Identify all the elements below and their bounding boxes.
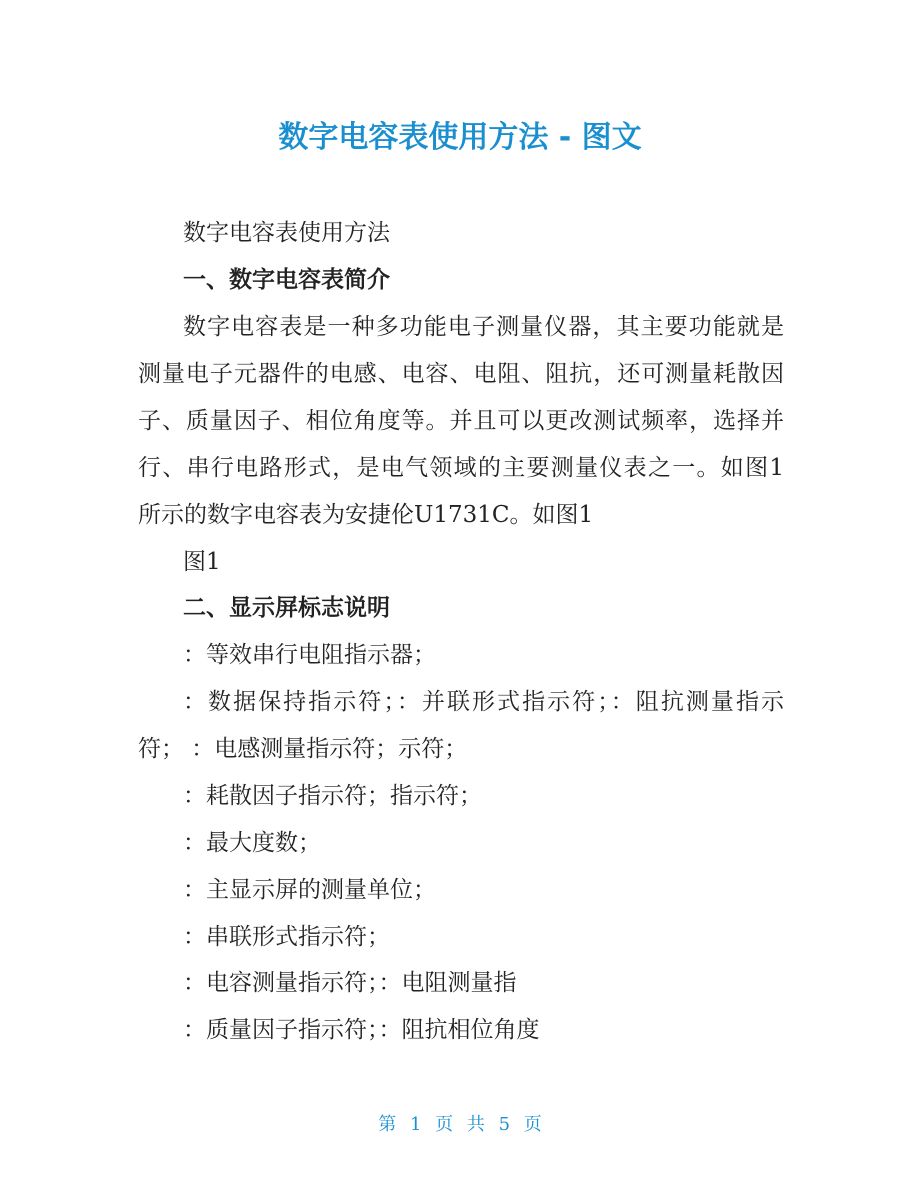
- list-item: ：质量因子指示符；：阻抗相位角度: [183, 1017, 540, 1043]
- paragraph-line: 行、串行电路形式，是电气领域的主要测量仪表之一。如图1: [138, 455, 784, 481]
- paragraph-line: 数字电容表是一种多功能电子测量仪器，其主要功能就是: [183, 314, 784, 340]
- document-title: 数字电容表使用方法 - 图文: [278, 120, 642, 155]
- section-heading-intro: 一、数字电容表简介: [183, 266, 390, 293]
- paragraph-line: 子、质量因子、相位角度等。并且可以更改测试频率，选择并: [138, 408, 784, 434]
- figure-caption: 图1: [183, 549, 221, 575]
- paragraph-line: 所示的数字电容表为安捷伦U1731C。如图1: [138, 502, 594, 528]
- list-item: ：电容测量指示符；：电阻测量指: [183, 970, 517, 996]
- list-item: ：主显示屏的测量单位；: [183, 877, 436, 903]
- list-item: ：等效串行电阻指示器；: [183, 642, 436, 668]
- section-heading-display: 二、显示屏标志说明: [183, 594, 390, 621]
- page-number: 第 1 页 共 5 页: [378, 1114, 542, 1135]
- list-item: ：耗散因子指示符；指示符；: [183, 783, 482, 809]
- list-item: ：数据保持指示符；：并联形式指示符；：阻抗测量指示: [183, 689, 784, 715]
- doc-subtitle: 数字电容表使用方法: [183, 220, 390, 246]
- list-item: ：最大度数；: [183, 830, 321, 856]
- list-item: 符； ：电感测量指示符；示符；: [138, 736, 468, 762]
- paragraph-line: 测量电子元器件的电感、电容、电阻、阻抗，还可测量耗散因: [138, 361, 784, 387]
- list-item: ：串联形式指示符；: [183, 924, 390, 950]
